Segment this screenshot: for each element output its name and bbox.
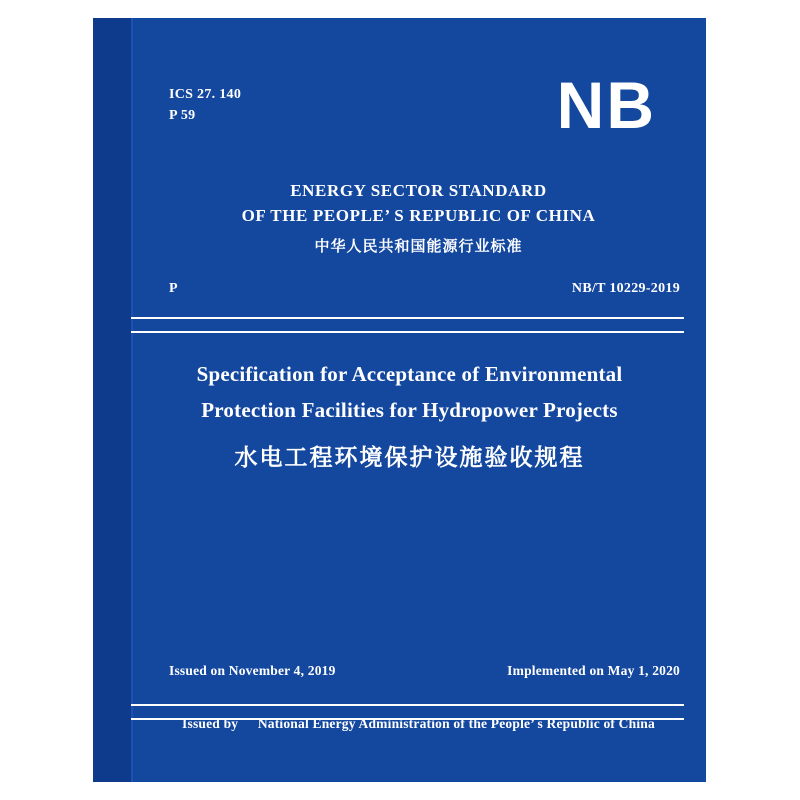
issuer-line (131, 716, 706, 732)
ics-number: ICS 27. 140 (169, 87, 242, 102)
issuer-name: National Energy Administration of the People’ s Republic of China (257, 716, 655, 731)
document-title-en-line-1: Specification for Acceptance of Environmental (196, 362, 623, 386)
cover-spine (93, 18, 131, 782)
document-title (153, 356, 666, 472)
ics-category: P 59 (169, 108, 196, 123)
standard-number: NB/T 10229-2019 (571, 281, 680, 296)
implemented-date: Implemented on May 1, 2020 (507, 663, 680, 678)
issued-date: Issued on November 4, 2019 (169, 663, 336, 678)
divider-top-1 (131, 317, 684, 319)
document-title-en-line-2: Protection Facilities for Hydropower Projects (201, 398, 618, 422)
issuer-label: Issued by (182, 716, 239, 731)
standard-body-line-cn: 中华人民共和国能源行业标准 (314, 237, 523, 255)
divider-top-2 (131, 331, 684, 333)
standard-cover (93, 18, 706, 782)
divider-bottom-1 (131, 704, 684, 706)
standard-body-heading (131, 178, 706, 256)
dates-row (169, 663, 680, 679)
cover-spine-edge (131, 18, 133, 782)
ics-code-block (169, 84, 241, 126)
standard-body-line-1: ENERGY SECTOR STANDARD (290, 181, 547, 200)
document-title-cn: 水电工程环境保护设施验收规程 (234, 445, 585, 471)
nb-logo: NB (556, 68, 656, 142)
standard-body-line-2: OF THE PEOPLE’ S REPUBLIC OF CHINA (241, 206, 596, 225)
classification-row (169, 281, 680, 297)
classification-code: P (169, 281, 178, 296)
